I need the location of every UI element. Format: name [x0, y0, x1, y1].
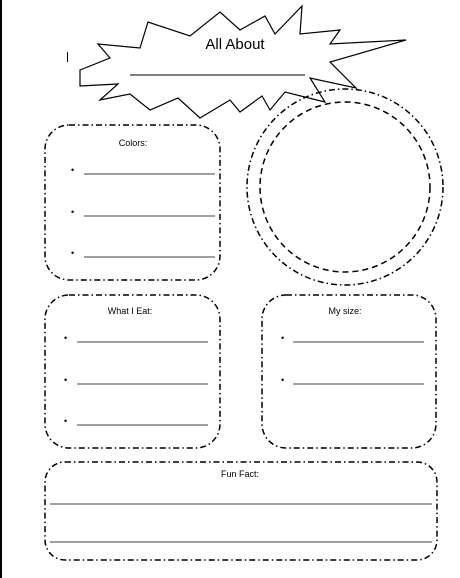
fun-fact-label: Fun Fact: [220, 469, 259, 479]
bullet-icon: • [71, 207, 75, 217]
colors-label: Colors: [118, 138, 148, 148]
bullet-icon: • [71, 248, 75, 258]
what-i-eat-label: What I Eat: [107, 306, 153, 316]
bullet-icon: • [64, 333, 68, 343]
bullet-icon: • [281, 333, 285, 343]
outer-circle [247, 89, 443, 285]
worksheet-title: All About [205, 36, 265, 53]
starburst-shape [80, 6, 406, 118]
bullet-icon: • [64, 416, 68, 426]
inner-circle [260, 102, 430, 272]
my-size-box [262, 295, 436, 448]
my-size-label: My size: [328, 306, 362, 316]
bullet-icon: • [71, 165, 75, 175]
bullet-icon: • [281, 375, 285, 385]
bullet-icon: • [64, 375, 68, 385]
